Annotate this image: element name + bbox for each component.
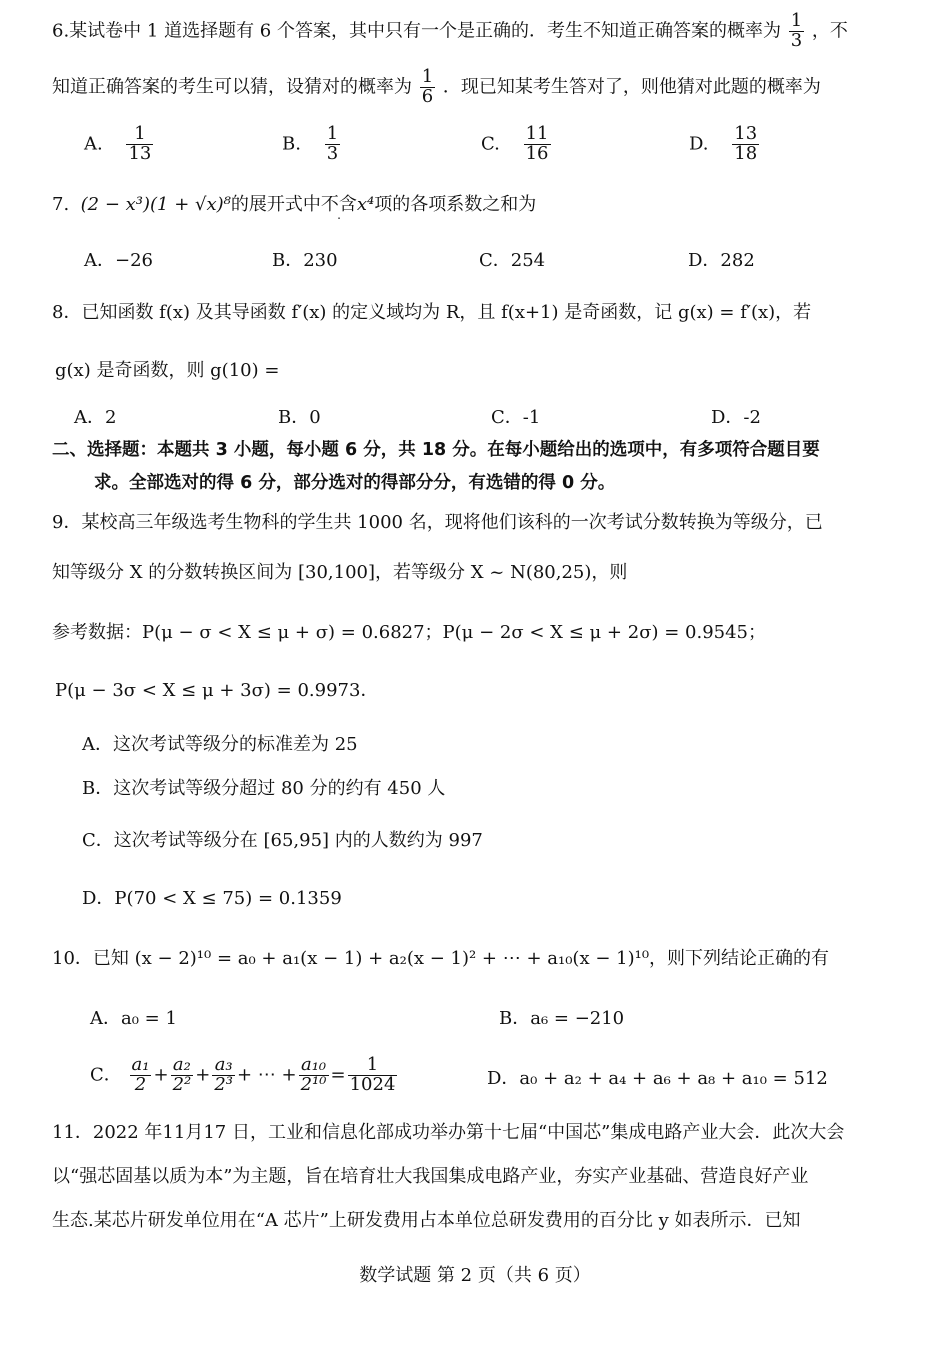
- q6-line2: 知道正确答案的考生可以猜，设猜对的概率为 $\frac{1}{6}$ ．现已知某考生答对了，则他猜对此题的概率为: [52, 66, 821, 107]
- q8-line1: 8．已知函数 f(x) 及其导函数 f′(x) 的定义域均为 R，且 f(x+1) 是奇函数，记 g(x) = f′(x)，若: [52, 302, 812, 323]
- q9-line2: 知等级分 X 的分数转换区间为 [30,100]，若等级分 X ~ N(80,25)，则: [52, 562, 628, 583]
- q6-line1: 6.某试卷中 1 道选择题有 6 个答案，其中只有一个是正确的．考生不知道正确答案的概率为 $\frac{1}{3}$ ，不: [52, 10, 848, 51]
- fraction-one-sixth: $\frac{1}{6}$: [421, 66, 434, 107]
- q11-line2: 以“强芯固基以质为本”为主题，旨在培育壮大我国集成电路产业，夯实产业基础、营造良好产业: [52, 1166, 809, 1187]
- q10-option-a: A．a₀ = 1: [90, 1008, 177, 1029]
- q9-reference-data: 参考数据：P(μ − σ < X ≤ μ + σ) = 0.6827；P(μ − 2σ < X ≤ μ + 2σ) = 0.9545；: [52, 622, 767, 643]
- q7-option-a: A．−26: [84, 250, 153, 271]
- q8-option-c: C．-1: [491, 407, 541, 428]
- q10-option-c: C． $\frac{\text{a₁}}{2}$ + $\frac{\text{a₂}}{\text{2²}}$ + $\frac{\text{a₃}}{\text{2³}}$ + ⋯ + $\frac{\text{a₁₀}}{\text{2¹⁰}}$ = $\frac{1}{1024}$: [90, 1054, 396, 1095]
- q7-option-b: B．230: [272, 250, 338, 271]
- q11-line3: 生态.某芯片研发单位用在“A 芯片”上研发费用占本单位总研发费用的百分比 y 如表所示．已知: [52, 1210, 801, 1231]
- page-footer: 数学试题 第 2 页（共 6 页）: [359, 1265, 591, 1286]
- q10-option-d: D．a₀ + a₂ + a₄ + a₆ + a₈ + a₁₀ = 512: [487, 1068, 828, 1089]
- q6-option-b: B. $\frac{1}{3}$: [282, 123, 339, 164]
- q11-line1: 11．2022 年11月17 日，工业和信息化部成功举办第十七届“中国芯”集成电路产业大会．此次大会: [52, 1122, 845, 1143]
- q8-option-d: D．-2: [711, 407, 761, 428]
- q8-line2: g(x) 是奇函数，则 g(10) =: [55, 360, 280, 381]
- q7-line: 7. (2 − x³)(1 + √x)⁸的展开式中不含x⁴项的各项系数之和为: [52, 194, 537, 215]
- q7-option-c: C．254: [479, 250, 546, 271]
- q10-option-b: B．a₆ = −210: [499, 1008, 625, 1029]
- q9-option-a: A．这次考试等级分的标准差为 25: [82, 734, 358, 755]
- q6-line1-text: 6.某试卷中 1 道选择题有 6 个答案，其中只有一个是正确的．考生不知道正确答案的概率为: [52, 20, 781, 42]
- q6-option-c: C. $\frac{11}{16}$: [481, 123, 549, 164]
- q10-line1: 10．已知 (x − 2)¹⁰ = a₀ + a₁(x − 1) + a₂(x − 1)² + ⋯ + a₁₀(x − 1)¹⁰，则下列结论正确的有: [52, 948, 830, 969]
- q9-reference-data-cont: P(μ − 3σ < X ≤ μ + 3σ) = 0.9973．: [55, 680, 379, 701]
- fraction-one-third: $\frac{1}{3}$: [790, 10, 803, 51]
- q8-option-a: A．2: [74, 407, 117, 428]
- q8-option-b: B．0: [278, 407, 321, 428]
- q6-option-a: A. $\frac{1}{13}$: [84, 123, 152, 164]
- section-2-heading: 二、选择题：本题共 3 小题，每小题 6 分，共 18 分。在每小题给出的选项中，有多项符合题目要: [52, 440, 820, 460]
- q9-option-b: B．这次考试等级分超过 80 分的约有 450 人: [82, 778, 446, 799]
- q9-option-d: D．P(70 < X ≤ 75) = 0.1359: [82, 888, 342, 909]
- q7-expression: (2 − x³)(1 + √x)⁸: [80, 194, 231, 215]
- q7-emphasis-text: 不含: [320, 194, 357, 215]
- q9-option-c: C．这次考试等级分在 [65,95] 内的人数约为 997: [82, 830, 483, 851]
- q9-line1: 9．某校高三年级选考生物科的学生共 1000 名，现将他们该科的一次考试分数转换为等级分，已: [52, 512, 823, 533]
- q6-option-d: D. $\frac{13}{18}$: [689, 123, 758, 164]
- section-2-heading-cont: 求。全部选对的得 6 分，部分选对的得部分分，有选错的得 0 分。: [94, 473, 616, 493]
- q7-option-d: D．282: [688, 250, 755, 271]
